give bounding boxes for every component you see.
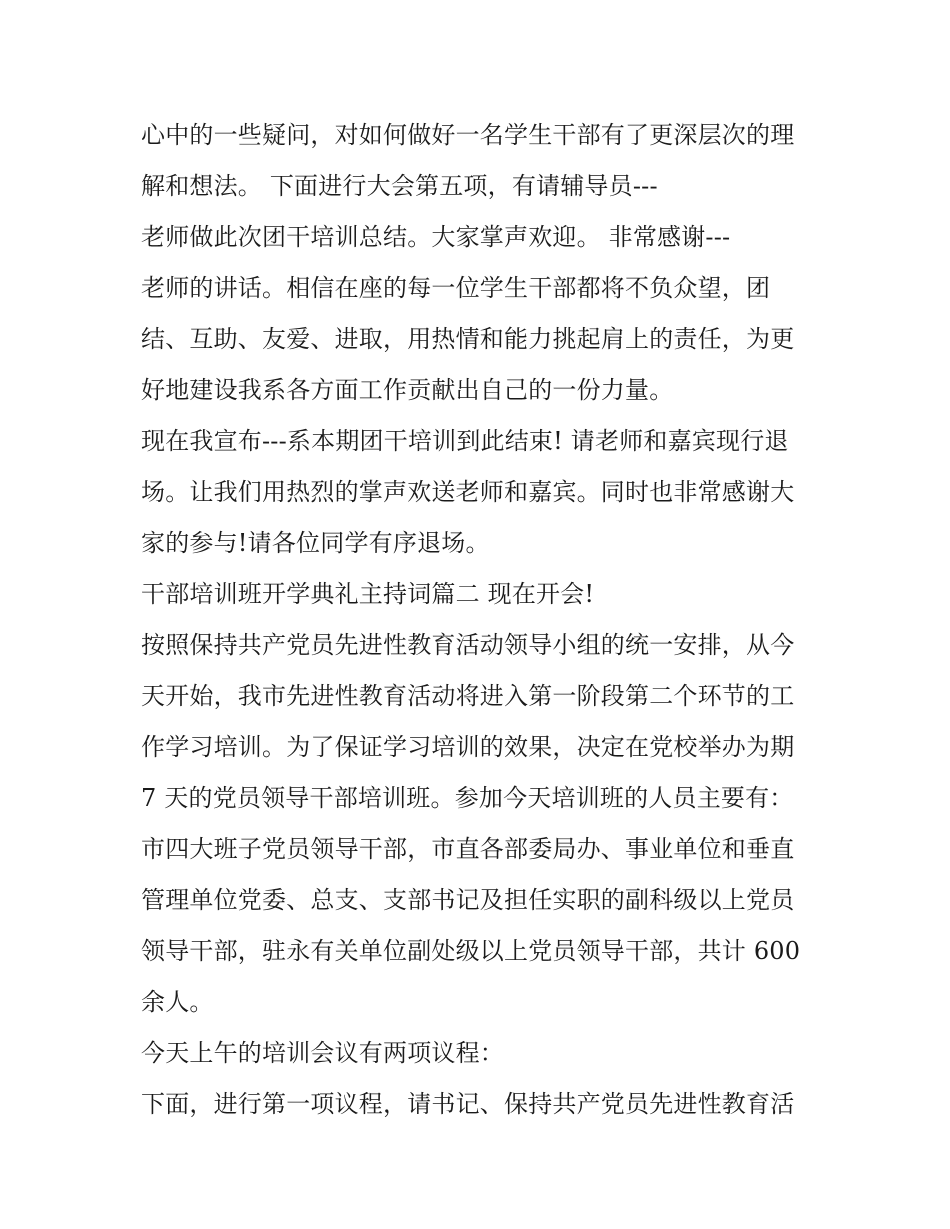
text-line: 结、互助、友爱、进取，用热情和能力挑起肩上的责任，为更 <box>141 325 795 353</box>
text-line: 领导干部，驻永有关单位副处级以上党员领导干部，共计 600 <box>141 937 801 965</box>
text-line: 按照保持共产党员先进性教育活动领导小组的统一安排，从今 <box>141 631 795 659</box>
text-line: 心中的一些疑问，对如何做好一名学生干部有了更深层次的理 <box>141 121 795 149</box>
text-line: 下面，进行第一项议程，请书记、保持共产党员先进性教育活 <box>141 1090 795 1118</box>
text-line: 场。让我们用热烈的掌声欢送老师和嘉宾。同时也非常感谢大 <box>141 478 795 506</box>
text-line: 现在我宣布---系本期团干培训到此结束! 请老师和嘉宾现行退 <box>141 427 789 455</box>
text-line: 老师的讲话。相信在座的每一位学生干部都将不负众望，团 <box>141 274 771 302</box>
text-line: 好地建设我系各方面工作贡献出自己的一份力量。 <box>141 376 674 404</box>
text-line: 老师做此次团干培训总结。大家掌声欢迎。 非常感谢--- <box>141 223 731 251</box>
text-line: 作学习培训。为了保证学习培训的效果，决定在党校举办为期 <box>141 733 795 761</box>
text-line: 今天上午的培训会议有两项议程： <box>141 1039 504 1067</box>
section-heading: 干部培训班开学典礼主持词篇二 现在开会! <box>141 580 595 608</box>
document-body <box>141 110 821 1130</box>
text-line: 天开始，我市先进性教育活动将进入第一阶段第二个环节的工 <box>141 682 795 710</box>
text-line: 余人。 <box>141 988 214 1016</box>
text-line: 家的参与!请各位同学有序退场。 <box>141 529 490 557</box>
text-line: 7 天的党员领导干部培训班。参加今天培训班的人员主要有： <box>141 784 794 812</box>
text-line: 市四大班子党员领导干部，市直各部委局办、事业单位和垂直 <box>141 835 795 863</box>
text-line: 解和想法。 下面进行大会第五项，有请辅导员--- <box>141 172 658 200</box>
text-line: 管理单位党委、总支、支部书记及担任实职的副科级以上党员 <box>141 886 795 914</box>
